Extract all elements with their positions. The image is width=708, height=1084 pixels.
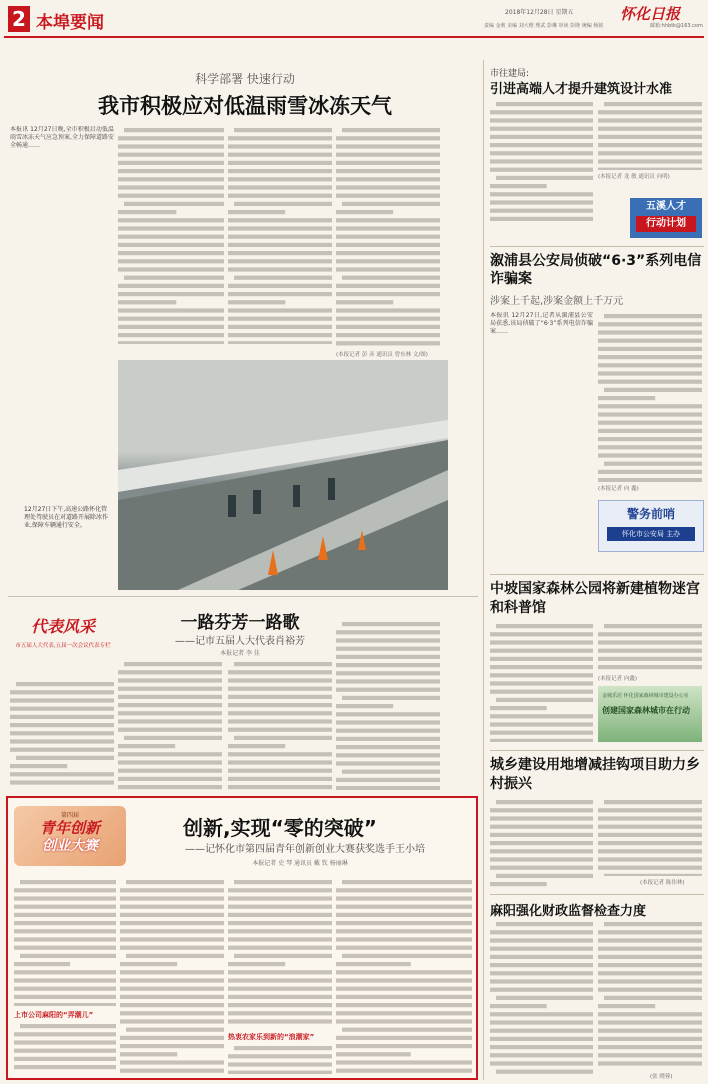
road-photo-graphic [118, 360, 448, 590]
text-lines [490, 622, 593, 742]
talent-body-2 [598, 100, 702, 170]
lead-photo-caption: 12月27日下午,高速公路怀化管理处驾驶员在对道路开展除冰作业,保障车辆通行安全。 [24, 506, 109, 529]
forest-inset-brand: 金城乐居 怀化国家森林城市建设办公室 [602, 693, 689, 699]
innovation-body-1 [14, 878, 116, 1006]
lead-body-col-1: 本报讯 12月27日晚,全市积极启动低温雨雪冰冻天气应急预案,全力保障道路安全畅通…… [10, 126, 114, 150]
talent-badge-line2: 行动计划 [636, 216, 696, 232]
text-lines [336, 620, 440, 790]
deputy-body-4 [336, 620, 440, 790]
editor-line: 责编 金莉 美编 刘大维 理武 彭琳 审读 彭隆 统编 杨铭 [484, 23, 604, 29]
text-lines [490, 920, 593, 1076]
forest-inset [598, 686, 702, 742]
text-lines [598, 622, 702, 672]
email-line: 邮箱:hhbtk@163.com [650, 23, 703, 29]
text-lines [14, 878, 116, 1006]
page-number-badge: 2 [8, 6, 30, 32]
innovation-headline: 创新,实现“零的突破” [183, 816, 377, 840]
text-lines [14, 1022, 116, 1074]
fraud-body-1: 本报讯 12月27日,记者从溆浦县公安局获悉,该局侦破了“6·3”系列电信诈骗案…… [490, 312, 593, 336]
lead-headline: 我市积极应对低温雨雪冰冻天气 [98, 94, 392, 118]
forest-body-2 [598, 622, 702, 672]
innovation-byline: 本报记者 史 琴 通讯员 戴 钦 杨丽琳 [252, 860, 348, 867]
innovation-subhead: ——记怀化市第四届青年创新创业大赛获奖选手王小培 [185, 844, 425, 855]
deputy-subhead: ——记市五届人大代表肖裕芳 [175, 636, 305, 647]
fraud-headline: 溆浦县公安局侦破“6·3”系列电信诈骗案 [490, 253, 702, 287]
innovation-badge-line1: 青年创新 [39, 819, 100, 837]
deputy-body-2 [118, 660, 222, 790]
deputy-block-label: 代表风采 [30, 617, 95, 636]
deputy-headline: 一路芬芳一路歌 [180, 613, 300, 633]
text-lines [490, 798, 593, 888]
innovation-badge-line2: 创业大赛 [42, 838, 98, 854]
land-body-1 [490, 798, 593, 888]
text-lines [598, 100, 702, 170]
section-title: 本埠要闻 [36, 13, 104, 33]
talent-column: 市往建局: [490, 69, 530, 79]
police-badge-title: 警务前哨 [626, 507, 675, 521]
forest-headline: 中坡国家森林公园将新建植物迷宫和科普馆 [490, 581, 700, 616]
header-rule [4, 36, 704, 38]
innovation-body-1b [14, 1022, 116, 1074]
talent-body-1 [490, 100, 593, 224]
text-lines [336, 878, 472, 1074]
text-lines [118, 660, 222, 790]
deputy-body-1 [10, 680, 114, 790]
date-line: 2018年12月28日 星期五 [505, 9, 574, 16]
text-lines [118, 126, 224, 344]
lead-byline: (本报记者 彭 彦 通讯员 曾东林 文/图) [336, 352, 428, 358]
text-lines [120, 878, 224, 1074]
forest-byline: (本报记者 向鑫) [598, 676, 638, 682]
innovation-badge [14, 806, 126, 866]
innovation-body-3b [228, 1044, 332, 1074]
land-byline: (本报记者 陈伟林) [640, 880, 685, 886]
lead-body-col-2 [118, 126, 224, 344]
lead-kicker: 科学部署 快速行动 [195, 72, 295, 86]
divider [490, 574, 704, 575]
fraud-body-2 [598, 312, 702, 482]
forest-body-1 [490, 622, 593, 742]
land-headline: 城乡建设用地增减挂钩项目助力乡村振兴 [490, 757, 700, 792]
police-badge-sub: 怀化市公安局 主办 [607, 527, 695, 541]
deputy-byline: 本报记者 李 佳 [220, 650, 260, 657]
innovation-badge-small: 第四届 [60, 812, 79, 819]
talent-headline: 引进高端人才提升建筑设计水准 [490, 82, 673, 97]
deputy-block [8, 604, 118, 674]
deputy-block-sub: 市五届人大代表,五届一次会议代表专栏 [15, 643, 111, 649]
finance-body-1 [490, 920, 593, 1076]
police-badge [598, 500, 704, 552]
talent-badge [630, 198, 702, 238]
talent-badge-line1: 五溪人才 [646, 201, 686, 212]
text-lines [228, 126, 332, 344]
text-lines [228, 660, 332, 790]
innovation-sub1: 上市公司麻阳的“弄潮儿” [14, 1011, 94, 1019]
fraud-byline: (本报记者 向 鑫) [598, 486, 639, 492]
finance-byline: (张 晓蓉) [650, 1074, 673, 1080]
innovation-body-2 [120, 878, 224, 1074]
land-body-2 [598, 798, 702, 876]
divider [8, 596, 478, 597]
lead-photo [118, 360, 448, 590]
innovation-sub2: 热衷农家乐到新的“浪潮家” [228, 1033, 315, 1041]
forest-inset-title: 创建国家森林城市在行动 [602, 706, 690, 715]
text-lines [598, 312, 702, 482]
finance-body-2 [598, 920, 702, 1070]
divider [490, 246, 704, 247]
divider [490, 894, 704, 895]
page-header [0, 0, 708, 40]
text-lines [228, 878, 332, 1028]
masthead: 怀化日报 [620, 5, 681, 23]
text-lines [336, 126, 440, 346]
deputy-body-3 [228, 660, 332, 790]
lead-body-col-3 [228, 126, 332, 344]
lead-body-col-4 [336, 126, 440, 346]
text-lines [10, 680, 114, 790]
text-lines [598, 798, 702, 876]
finance-headline: 麻阳强化财政监督检查力度 [490, 904, 647, 919]
innovation-body-4 [336, 878, 472, 1074]
column-divider [483, 60, 484, 1080]
talent-byline: (本报记者 龙 敏 通讯员 向明) [598, 174, 670, 180]
text-lines [598, 920, 702, 1070]
innovation-body-3 [228, 878, 332, 1028]
divider [490, 750, 704, 751]
text-lines [490, 100, 593, 224]
text-lines [228, 1044, 332, 1074]
fraud-subhead: 涉案上千起,涉案金额上千万元 [490, 296, 624, 307]
